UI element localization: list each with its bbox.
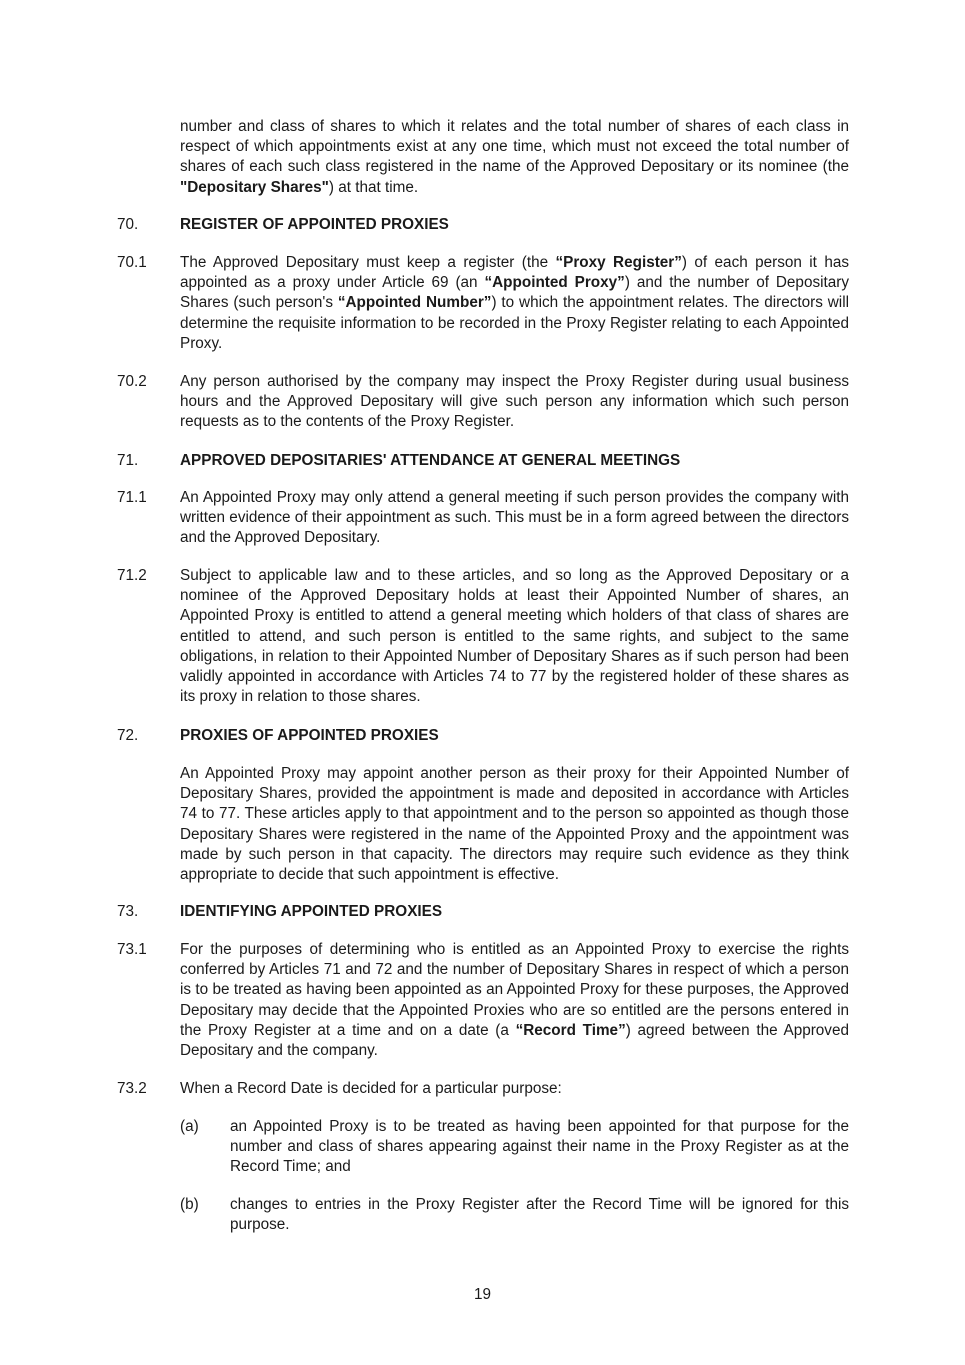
clause-71-1: [117, 488, 849, 549]
clause-text: An Appointed Proxy may appoint another person as their proxy for their Appointed Number of Depositary Shares, provided the appointment is made and deposited in accordance with Articles 74 to 77. These articles apply to that appointment and to the person so appointed as though those Depositary Shares were registered in the name of the Appointed Proxy and the appointment was made by such person in that capacity. The directors may require such evidence as they think appropriate to decide that such appointment is effective.: [180, 765, 849, 884]
clause-70-2: [117, 372, 849, 433]
section-title: REGISTER OF APPOINTED PROXIES: [180, 216, 449, 233]
clause-text: ) of each person it has appointed as a proxy under Article 69 (an: [180, 254, 849, 292]
clause-text: An Appointed Proxy may only attend a general meeting if such person provides the company with written evidence of their appointment as such. This must be in a form agreed between the directors and the Approved Depositary.: [180, 489, 849, 547]
clause-text: Subject to applicable law and to these articles, and so long as the Approved Depositary or a nominee of the Approved Depositary holds at least their Appointed Number of shares, an Appointed Proxy is entitled to attend a general meeting which holders of that class of shares are entitled to attend, and such person is entitled to the same rights, and subject to the same obligations, in relation to their Appointed Number of Depositary Shares as if such person had been validly appointed in accordance with Articles 74 to 77 by the registered holder of these shares as its proxy in relation to those shares.: [180, 567, 849, 706]
page-number: 19: [473, 1286, 491, 1303]
clause-text: Any person authorised by the company may inspect the Proxy Register during usual business hours and the Approved Depositary will give such person any information which such person requests as to the contents of the Proxy Register.: [180, 373, 849, 431]
section-heading-72: [117, 726, 849, 746]
defined-term-appointed-proxy: “Appointed Proxy”: [484, 274, 625, 292]
intro-text: number and class of shares to which it relates and the total number of shares of each class in respect of which appointments exist at any one time, which must not exceed the total number of shares of each such class registered in the name of the Approved Depositary or its nominee (the: [180, 118, 849, 176]
clause-number: 70.2: [117, 373, 147, 390]
clause-text: ) to which the appointment relates. The directors will determine the requisite information to be recorded in the Proxy Register relating to each Appointed Proxy.: [180, 294, 849, 352]
section-number: 70.: [117, 216, 139, 233]
clause-number: 71.2: [117, 567, 147, 584]
section-heading-73: [117, 902, 849, 922]
subclause-text: changes to entries in the Proxy Register after the Record Time will be ignored for this purpose.: [230, 1196, 849, 1234]
subclause-text: an Appointed Proxy is to be treated as having been appointed for that purpose for the number and class of shares appearing against their name in the Proxy Register as at the Record Time; and: [230, 1118, 849, 1176]
defined-term-record-time: “Record Time”: [515, 1021, 626, 1039]
section-title: APPROVED DEPOSITARIES' ATTENDANCE AT GENERAL MEETINGS: [180, 452, 681, 469]
section-number: 71.: [117, 452, 139, 469]
section-72-body: [117, 764, 849, 885]
intro-text-end: ) at that time.: [328, 178, 419, 196]
subclause-a: [180, 1117, 849, 1178]
defined-term-appointed-number: “Appointed Number”: [337, 294, 492, 312]
section-heading-70: [117, 215, 849, 235]
clause-71-2: [117, 566, 849, 707]
clause-text: ) and the number of Depositary Shares (such person's: [180, 274, 849, 312]
clause-number: 71.1: [117, 489, 147, 506]
section-title: IDENTIFYING APPOINTED PROXIES: [180, 903, 443, 920]
subclause-number: (a): [180, 1118, 199, 1135]
clause-text: ) agreed between the Approved Depositary and the company.: [180, 1021, 849, 1060]
clause-text: For the purposes of determining who is entitled as an Appointed Proxy to exercise the rights conferred by Articles 71 and 72 and the number of Depositary Shares in respect of which a person is to be treated as having been appointed as an Appointed Proxy for these purposes, the Approved Depositary may decide that the Appointed Proxies who are so entitled are the persons entered in the Proxy Register at a time and on a date (a: [180, 941, 849, 1039]
intro-paragraph: [117, 117, 849, 198]
clause-number: 73.2: [117, 1080, 147, 1097]
subclause-b: [180, 1195, 849, 1235]
clause-text: When a Record Date is decided for a particular purpose:: [180, 1080, 562, 1097]
section-title: PROXIES OF APPOINTED PROXIES: [180, 727, 439, 744]
clause-73-2: [117, 1079, 849, 1099]
clause-number: 70.1: [117, 254, 147, 271]
clause-70-1: [117, 253, 849, 354]
section-number: 73.: [117, 903, 139, 920]
section-heading-71: [117, 451, 849, 471]
defined-term-depositary-shares: "Depositary Shares": [180, 178, 329, 196]
clause-text: The Approved Depositary must keep a register (the: [180, 254, 556, 271]
clause-number: 73.1: [117, 941, 147, 958]
section-number: 72.: [117, 727, 139, 744]
clause-73-1: [117, 940, 849, 1061]
subclause-number: (b): [180, 1196, 199, 1213]
defined-term-proxy-register: “Proxy Register”: [555, 254, 682, 271]
